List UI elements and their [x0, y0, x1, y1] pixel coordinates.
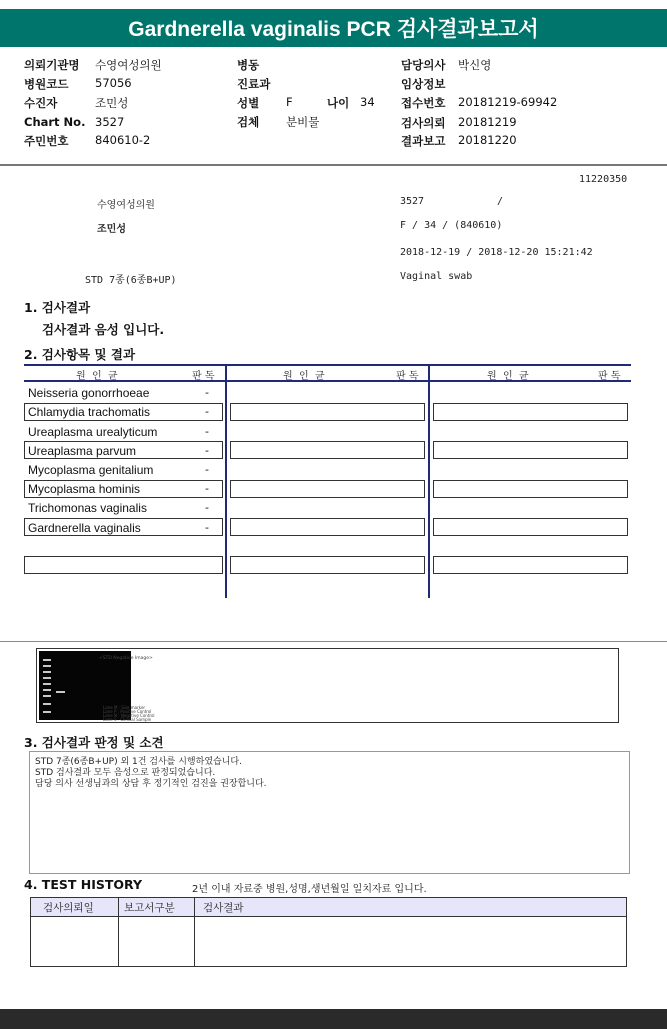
- pathogen-name: Chlamydia trachomatis: [28, 405, 151, 419]
- header-row: [401, 95, 558, 111]
- header-label: 주민번호: [24, 134, 69, 148]
- meta-patient: 조민성: [97, 224, 126, 235]
- table-row-box: [433, 441, 628, 459]
- table-row-box: [24, 556, 223, 574]
- history-note: 2년 이내 자료중 병원,성명,생년월일 일치자료 입니다.: [192, 884, 427, 895]
- col-header-result: 판 독: [192, 371, 215, 382]
- header-label: 임상정보: [401, 77, 446, 91]
- table-row-box: [433, 518, 628, 536]
- gel-band: [43, 665, 51, 667]
- header-label: 의뢰기관명: [24, 58, 80, 72]
- section3-title: 3. 검사결과 판정 및 소견: [24, 735, 164, 750]
- meta-chart: 3527: [400, 196, 425, 207]
- header-label: 접수번호: [401, 96, 446, 110]
- history-table: [30, 897, 627, 967]
- opinion-line: STD 검사결과 모두 음성으로 판정되었습니다.: [35, 768, 216, 778]
- header-label: 결과보고: [401, 134, 446, 148]
- pathogen-result: -: [205, 463, 209, 476]
- gel-band: [43, 695, 51, 697]
- header-row: [237, 95, 293, 111]
- pathogen-result: -: [205, 444, 209, 457]
- header-value: 박신영: [458, 58, 492, 72]
- pathogen-result: -: [205, 501, 209, 514]
- pathogen-name: Gardnerella vaginalis: [28, 521, 141, 535]
- col-header-result: 판 독: [598, 371, 621, 382]
- history-col-divider: [118, 898, 119, 966]
- gel-legend-item: Lane N : Negative Control: [103, 713, 155, 718]
- header-value: 840610-2: [95, 133, 151, 147]
- header-label: 검사의뢰: [401, 116, 446, 130]
- table-row-box: [230, 441, 425, 459]
- gel-legend-item: Lane P : Positive Control: [103, 709, 152, 714]
- header-label: 병동: [237, 58, 260, 72]
- header-row: [401, 115, 517, 131]
- table-top-border: [24, 364, 631, 366]
- col-header-pathogen: 원 인 균: [283, 371, 325, 382]
- table-row-box: [230, 556, 425, 574]
- section1-result: 검사결과 음성 입니다.: [42, 322, 165, 337]
- pathogen-result: -: [205, 521, 209, 534]
- opinion-line: STD 7종(6종B+UP) 외 1건 검사를 시행하였습니다.: [35, 757, 242, 767]
- table-row-box: [433, 480, 628, 498]
- header-label: 진료과: [237, 77, 271, 91]
- header-value: 분비물: [286, 115, 320, 129]
- header-label: 담당의사: [401, 58, 446, 72]
- pathogen-name: Trichomonas vaginalis: [28, 501, 147, 515]
- header-value: 20181219-69942: [458, 95, 558, 109]
- table-col-divider: [225, 364, 227, 598]
- header-label: 병원코드: [24, 77, 69, 91]
- gel-band: [43, 659, 51, 661]
- gel-image-panel: [36, 648, 619, 723]
- header-divider: [0, 164, 667, 166]
- header-value: 20181219: [458, 115, 517, 129]
- header-row-age: [327, 95, 375, 111]
- header-label: Chart No.: [24, 115, 86, 129]
- history-table-header: [31, 898, 626, 917]
- gel-caption: <STD Negative Image>: [99, 656, 153, 661]
- header-row: [24, 57, 162, 73]
- header-value: F: [286, 95, 293, 109]
- gel-band: [43, 689, 51, 691]
- header-value: 20181220: [458, 133, 517, 147]
- gel-band: [43, 677, 51, 679]
- col-header-result: 판 독: [396, 371, 419, 382]
- table-row-box: [230, 403, 425, 421]
- header-label: 수진자: [24, 96, 58, 110]
- header-label: 성별: [237, 96, 260, 110]
- header-label: 나이: [327, 96, 350, 110]
- header-value: 34: [360, 95, 375, 109]
- history-col-header: 검사의뢰일: [43, 902, 94, 914]
- history-col-divider: [194, 898, 195, 966]
- history-col-header: 검사결과: [203, 902, 244, 914]
- header-value: 조민성: [95, 96, 129, 110]
- header-row: [237, 57, 259, 73]
- pathogen-result: -: [205, 405, 209, 418]
- history-col-header: 보고서구분: [124, 902, 175, 914]
- header-row: [401, 133, 517, 149]
- table-row-box: [433, 403, 628, 421]
- col-header-pathogen: 원 인 균: [487, 371, 529, 382]
- gel-legend-item: Lane M : Size marker: [103, 705, 146, 710]
- gel-band: [43, 671, 51, 673]
- header-value: 3527: [95, 115, 125, 129]
- gel-band: [56, 691, 65, 693]
- meta-specimen: Vaginal swab: [400, 271, 473, 282]
- pathogen-name: Ureaplasma urealyticum: [28, 425, 158, 439]
- table-row-box: [230, 480, 425, 498]
- meta-chart-sep: /: [497, 196, 504, 207]
- section2-title: 2. 검사항목 및 결과: [24, 347, 136, 362]
- header-row: [24, 76, 132, 92]
- meta-test-name: STD 7종(6종B+UP): [85, 275, 177, 286]
- meta-sex-age: F / 34 / (840610): [400, 220, 503, 231]
- section4-title: 4. TEST HISTORY: [24, 877, 143, 892]
- header-value: 수영여성의원: [95, 58, 162, 72]
- col-header-pathogen: 원 인 균: [76, 371, 118, 382]
- pathogen-result: -: [205, 482, 209, 495]
- pathogen-name: Ureaplasma parvum: [28, 444, 137, 458]
- header-row: [24, 133, 151, 149]
- opinion-box: [29, 751, 630, 874]
- section1-title: 1. 검사결과: [24, 300, 91, 315]
- report-code: 11220350: [579, 174, 628, 185]
- header-row: [24, 95, 129, 111]
- pathogen-name: Mycoplasma genitalium: [28, 463, 154, 477]
- gel-legend-item: Lane S : Clinical Sample: [103, 717, 152, 722]
- header-row: [237, 114, 320, 130]
- meta-dates: 2018-12-19 / 2018-12-20 15:21:42: [400, 247, 593, 258]
- pathogen-name: Mycoplasma hominis: [28, 482, 141, 496]
- section-divider: [0, 641, 667, 642]
- header-row: [401, 76, 445, 92]
- gel-band: [43, 703, 51, 705]
- gel-band: [43, 711, 51, 713]
- taskbar: [0, 1009, 667, 1029]
- pathogen-name: Neisseria gonorrhoeae: [28, 386, 150, 400]
- header-row: [237, 76, 270, 92]
- header-value: 57056: [95, 76, 132, 90]
- gel-band: [43, 683, 51, 685]
- header-row: [24, 115, 125, 129]
- pathogen-result: -: [205, 386, 209, 399]
- pathogen-result: -: [205, 425, 209, 438]
- report-title: Gardnerella vaginalis PCR 검사결과보고서: [0, 9, 667, 47]
- header-row: [401, 57, 492, 73]
- opinion-line: 담당 의사 선생님과의 상담 후 정기적인 검진을 권장합니다.: [35, 779, 267, 789]
- header-label: 검체: [237, 115, 260, 129]
- meta-clinic: 수영여성의원: [97, 200, 155, 211]
- table-row-box: [433, 556, 628, 574]
- table-col-divider: [428, 364, 430, 598]
- table-row-box: [230, 518, 425, 536]
